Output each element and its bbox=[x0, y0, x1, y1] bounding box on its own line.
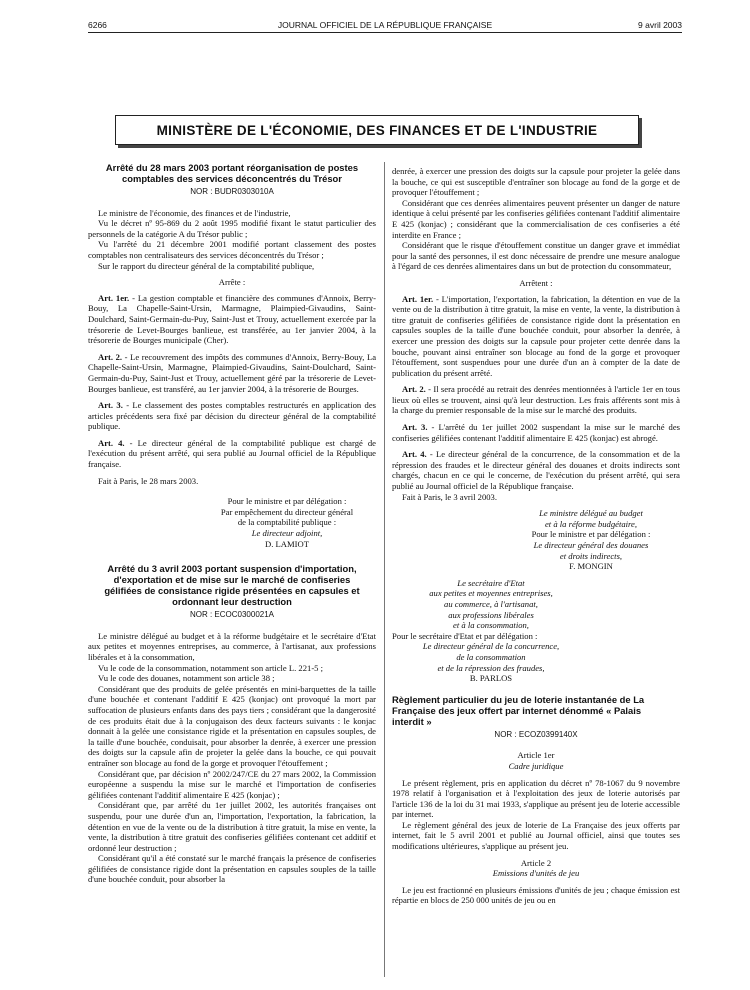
arrete1-nor: NOR : BUDR0303010A bbox=[190, 187, 274, 196]
ministry-banner bbox=[115, 115, 639, 145]
arrete2-nor: NOR : ECOC0300021A bbox=[189, 610, 275, 620]
arrete1-article bbox=[88, 293, 376, 346]
reglement-para: Le jeu est fractionné en plusieurs émissions d'unités de jeu ; chaque émission est répartie en blocs de 250 000 unités de jeu ou en bbox=[392, 884, 680, 906]
article-label: Art. 2. bbox=[98, 351, 123, 362]
arrete1-article bbox=[88, 400, 376, 432]
signature-line: Pour le ministre et par délégation : bbox=[227, 496, 347, 507]
signature-line: de la comptabilité publique : bbox=[237, 517, 337, 528]
signature-line: et à la réforme budgétaire, bbox=[544, 518, 638, 529]
arrete1-para: Vu l'arrêté du 21 décembre 2001 modifié portant classement des postes comptables non centralisateurs des services déconcentrés du Trésor ; bbox=[88, 239, 376, 260]
article-label: Art. 1er. bbox=[402, 293, 434, 304]
arrete2-para: Vu le code de la consommation, notamment son article L. 221-5 ; bbox=[98, 662, 324, 673]
arrete2-para: Le ministre délégué au budget et à la réforme budgétaire et le secrétaire d'Etat aux petites et moyennes entreprises, au commerce, à l'artisanat, aux professions libérales et à la consommation, bbox=[88, 630, 376, 662]
header-rule bbox=[88, 32, 682, 33]
signature-role: Le directeur adjoint, bbox=[251, 528, 323, 539]
arrete1-article bbox=[88, 438, 376, 470]
column-divider bbox=[384, 162, 385, 977]
article-text: - Le recouvrement des impôts des communes d'Annoix, Berry-Bouy, La Chapelle-Saint-Ursin, Marmagne, Plaimpied-Givaudins, Saint-Doulchard, Saint-Germain-du-Puy, Saint-Just et Trouy, actuellement géré par la trésorerie de Levet-Bourges banlieue, est transféré, au 1er janvier 2004, à la trésorerie de Bourges. bbox=[88, 351, 377, 394]
arrete1-para: Le ministre de l'économie, des finances et de l'industrie, bbox=[98, 207, 291, 218]
article-label: Art. 2. bbox=[402, 384, 426, 395]
right-column bbox=[392, 166, 680, 906]
reglement-nor: NOR : ECOZ0399140X bbox=[494, 729, 578, 739]
signature-role: et de la répression des fraudes, bbox=[437, 662, 545, 673]
reglement-article2-title: Article 2 bbox=[520, 857, 552, 868]
issue-date: 9 avril 2003 bbox=[638, 20, 682, 30]
arrete1-title: Arrêté du 28 mars 2003 portant réorganisation de postes comptables des services déconcentrés du Trésor bbox=[105, 162, 359, 184]
arrete1-done: Fait à Paris, le 28 mars 2003. bbox=[98, 475, 199, 486]
article-text: - Le classement des postes comptables restructurés en application des articles précédents sera fixé par décision du directeur général de la comptabilité publique. bbox=[88, 400, 376, 432]
reglement-para: Le présent règlement, pris en application du décret nº 78-1067 du 9 novembre 1978 relatif à l'organisation et à l'exploitation des jeux de loterie autorisés par l'article 136 de la loi du 31 mai 1933, s'applique au présent jeu de loterie accessible par internet. bbox=[392, 777, 680, 820]
arrete2-article bbox=[392, 384, 680, 416]
signature-line: Pour le ministre et par délégation : bbox=[531, 529, 651, 540]
article-text: - Le directeur général de la comptabilité publique est chargé de l'exécution du présent arrêté, qui sera publié au Journal officiel de la République française. bbox=[88, 437, 376, 470]
article-text: - L'arrêté du 1er juillet 2002 suspendant la mise sur le marché des confiseries gélifiées contenant l'additif alimentaire E 425 (konjac) est abrogé. bbox=[392, 422, 681, 443]
reglement-para: Le règlement général des jeux de loterie de La Française des jeux offerts par internet, fait le 5 avril 2001 et publié au Journal officiel, ainsi que toutes ses modifications ultérieures, s'applique au présent jeu. bbox=[392, 819, 680, 852]
article-text: - Le directeur général de la concurrence, de la consommation et de la répression des fraudes et le directeur général des douanes et droits indirects sont chargés, chacun en ce qui le concerne, de l'exécution du présent arrêté, qui sera publié au Journal officiel de la République française. bbox=[392, 449, 680, 492]
reglement-article1-subtitle: Cadre juridique bbox=[508, 760, 564, 771]
arrete2-article bbox=[392, 294, 680, 379]
arrete2-done: Fait à Paris, le 3 avril 2003. bbox=[402, 491, 497, 502]
signature-name: F. MONGIN bbox=[569, 561, 613, 572]
signature-line: aux petites et moyennes entreprises, bbox=[429, 588, 553, 599]
reglement-title: Règlement particulier du jeu de loterie instantanée de La Française des jeux offert par internet dénommé « Palais interdit » bbox=[392, 693, 645, 727]
page-number: 6266 bbox=[88, 20, 107, 30]
article-label: Art. 3. bbox=[402, 422, 428, 433]
signature-line: Le secrétaire d'Etat bbox=[457, 577, 525, 588]
arrete2-article bbox=[392, 449, 680, 491]
arrete2-para: Considérant que des produits de gelée présentés en mini-barquettes de la taille d'une bouchée et contenant l'additif E 425 (konjac) ont provoqué la mort par suffocation de plusieurs enfants dans des pays tiers ; considérant que la dangerosité de ces produits était due à la conjugaison des deux facteurs suivants : le konjac donnait à la gelée une consistance rigide et la présentation en capsules souples, de la taille d'une bouchée, conduisait, pour absorber la denrée, à exercer une pression des doigts sur la capsule afin de projeter la gelée dans la bouche, ce qui pouvait entraîner son blocage au fond de la gorge et provoquer l'étouffement ; bbox=[88, 683, 376, 768]
arrete2-article bbox=[392, 422, 680, 443]
signature-role: Le directeur général des douanes bbox=[533, 540, 649, 550]
signature-role: de la consommation bbox=[456, 651, 526, 662]
reglement-article1-title: Article 1er bbox=[517, 750, 555, 761]
arrete2-para: Considérant que, par décision nº 2002/247/CE du 27 mars 2002, la Commission européenne a suspendu la mise sur le marché et l'importation de confiseries gélifiées contenant l'additif alimentaire E 425 (konjac) ; bbox=[88, 768, 376, 800]
arrete2-para: Vu le code des douanes, notamment son article 38 ; bbox=[98, 673, 275, 684]
arrete2-para: Considérant que ces denrées alimentaires peuvent présenter un danger de nature identique à celui présenté par les confiseries gélifiées contenant l'additif alimentaire E 425 (konjac) ; considérant que la commercialisation de ces confiseries a été interdite en France ; bbox=[392, 197, 680, 240]
arrete1-article bbox=[88, 352, 376, 394]
signature-line: Pour le secrétaire d'Etat et par délégation : bbox=[392, 630, 538, 641]
signature-line: au commerce, à l'artisanat, bbox=[444, 598, 538, 609]
journal-title: JOURNAL OFFICIEL DE LA RÉPUBLIQUE FRANÇAISE bbox=[277, 20, 493, 30]
article-label: Art. 4. bbox=[98, 437, 125, 448]
article-text: - La gestion comptable et financière des communes d'Annoix, Berry-Bouy, La Chapelle-Saint-Ursin, Marmagne, Plaimpied-Givaudins, Saint-Doulchard, Saint-Germain-du-Puy, Saint-Just et Trouy, actuellement exercée par la trésorerie de Levet-Bourges banlieue, est transférée, au 1er janvier 2004, à la trésorerie de Bourges municipale (Cher). bbox=[88, 292, 376, 346]
arrete2-para: denrée, à exercer une pression des doigts sur la capsule pour projeter la gelée dans la bouche, ce qui est susceptible d'entraîner son blocage au fond de la gorge et de provoquer l'étouffement ; bbox=[392, 166, 680, 198]
arrete2-para: Considérant que le risque d'étouffement constitue un danger grave et immédiat pour la santé des personnes, il est donc nécessaire de prendre une mesure analogue à l'égard de ces denrées alimentaires dans un but de protection du consommateur, bbox=[392, 240, 680, 272]
arrete1-para: Vu le décret nº 95-869 du 2 août 1995 modifié fixant le statut particulier des personnels de la catégorie A du Trésor public ; bbox=[88, 218, 376, 239]
signature-line: Par empêchement du directeur général bbox=[220, 506, 354, 517]
arrete2-title: Arrêté du 3 avril 2003 portant suspension d'importation, d'exportation et de mise sur le marché de confiseries gélifiées de consistance rigide présentées en capsules et ordonnant leur destruction bbox=[104, 563, 360, 608]
arrete2-para: Considérant qu'il a été constaté sur le marché français la présence de confiseries gélifiées de consistance rigide dont la présentation en capsules souples de la taille d'une bouchée conduit, pour absorber la bbox=[88, 853, 376, 885]
article-label: Art. 1er. bbox=[98, 292, 130, 303]
signature-name: D. LAMIOT bbox=[265, 538, 309, 549]
signature-block-2 bbox=[392, 578, 590, 631]
signature-block-3 bbox=[392, 641, 590, 683]
signature-role: Le directeur général de la concurrence, bbox=[422, 641, 560, 652]
signature-role: et droits indirects, bbox=[559, 550, 623, 561]
arrete1-arrete: Arrête : bbox=[218, 277, 246, 288]
article-text: - Il sera procédé au retrait des denrées mentionnées à l'article 1er en tous lieux où elles se trouvent, ainsi qu'à leur destruction. Les frais afférents sont mis à la charge du premier responsable de la mise sur le marché des produits. bbox=[392, 384, 681, 416]
page-header bbox=[88, 20, 682, 38]
ministry-title: MINISTÈRE DE L'ÉCONOMIE, DES FINANCES ET DE L'INDUSTRIE bbox=[156, 122, 598, 138]
signature-line: Le ministre délégué au budget bbox=[539, 508, 643, 519]
reglement-article2-subtitle: Emissions d'unités de jeu bbox=[492, 868, 580, 879]
left-column bbox=[88, 162, 376, 885]
signature-line: aux professions libérales bbox=[448, 609, 534, 620]
article-label: Art. 4. bbox=[402, 449, 427, 460]
signature-line: et à la consommation, bbox=[453, 620, 529, 631]
article-text: - L'importation, l'exportation, la fabrication, la détention en vue de la vente ou de la distribution à titre gratuit, la mise en vente, la vente, la distribution à titre gratuit de confiseries gélifiées de consistance rigide dont la présentation en capsules souples de la taille d'une bouchée conduit, pour absorber la denrée, à exercer une pression des doigts sur la capsule pour projeter cette denrée dans la bouche, pouvant ainsi entraîner son blocage au fond de la gorge et provoquer l'étouffement, sont suspendues pour une durée d'un an à compter de la date de publication du présent arrêté. bbox=[392, 293, 680, 378]
signature-name: B. PARLOS bbox=[469, 673, 513, 684]
arrete1-para: Sur le rapport du directeur général de la comptabilité publique, bbox=[98, 260, 315, 271]
article-label: Art. 3. bbox=[98, 400, 123, 411]
arrete2-para: Considérant que, par arrêté du 1er juillet 2002, les autorités françaises ont suspendu, pour une durée d'un an, l'importation, l'exportation, la fabrication, la détention en vue de la vente ou de la distribution à titre gratuit, la mise en vente, la vente, la distribution à titre gratuit des confiseries gélifiées contenant cet additif et ordonné leur destruction ; bbox=[88, 800, 376, 853]
arrete2-arretent: Arrêtent : bbox=[519, 277, 553, 288]
